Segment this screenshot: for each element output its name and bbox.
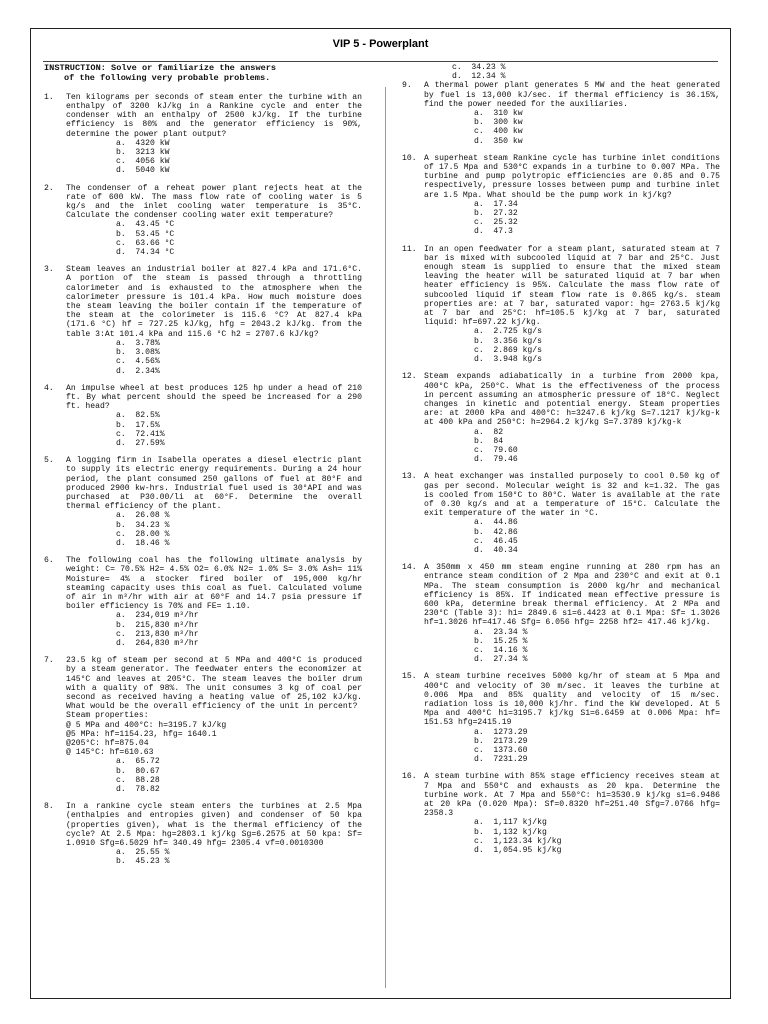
answer-option: d. 27.34 % <box>474 655 528 665</box>
answer-option: b. 42.86 <box>474 527 518 537</box>
answer-option: b. 27.32 <box>474 209 518 219</box>
answer-options <box>116 411 362 448</box>
question-body <box>66 656 362 794</box>
answer-options <box>474 428 720 465</box>
answer-option: a. 3.78% <box>116 338 160 348</box>
question-item <box>402 772 720 855</box>
question-body <box>66 184 362 258</box>
answer-options <box>474 518 720 555</box>
answer-option: d. 18.46 % <box>116 538 170 548</box>
question-number: 11. <box>402 244 417 254</box>
answer-option: a. 23.34 % <box>474 627 528 637</box>
question-number: 2. <box>44 183 54 193</box>
spacer <box>402 146 720 154</box>
question-item <box>44 802 362 866</box>
question-number: 15. <box>402 672 417 682</box>
question-text: In an open feedwater for a steam plant, saturated steam at 7 bar is mixed with subcooled liquid at 7 bar and 25°C. Just enough steam is supplied to ensure that the mixed steam leaving the heater will be saturated liquid at 7 bar when heater efficiency is 95%. Calculate the mass flow rate of subcooled liquid if steam flow rate is 0.865 kg/s. steam properties are: at 7 bar, saturated vapor: hg= 2763.5 kj/kg at 7 bar and 25°C: hf=105.5 kj/kg at 7 bar, saturated liquid: hf=697.22 kj/kg. <box>424 244 720 328</box>
answer-option: d. 40.34 <box>474 545 518 555</box>
question-text: A steam turbine receives 5000 kg/hr of steam at 5 Mpa and 400°C and velocity of 30 m/sec. it leaves the turbine at 0.006 Mpa and 85% quality and velocity of 15 m/sec. radiation loss is 10,000 kj/hr. find the kW developed. At 5 Mpa and 400°C h1=3195.7 kj/kg S1=6.6459 at 0.006 Mpa: hf= 151.53 hfg=2415.19 <box>424 672 720 728</box>
question-item <box>44 384 362 448</box>
question-text: A steam turbine with 85% stage efficiency receives steam at 7 Mpa and 550°C and exhausts as 20 kpa. Determine the turbine work. At 7 Mpa and 550°C: h1=3530.9 kj/kg s1=6.9486 at 20 kPa (0.020 Mpa): Sf=0.8320 hf=251.40 Sfg=7.0766 hfg= 2358.3 <box>424 772 720 819</box>
question-number: 14. <box>402 563 417 573</box>
answer-option: d. 5040 kW <box>116 166 170 176</box>
question-text: A heat exchanger was installed purposely to cool 0.50 kg of gas per second. Molecular weight is 32 and k=1.32. The gas is cooled from 150°C to 80°C. Water is available at the rate of 0.30 kg/s and at a temperature of 15°C. Calculate the exit temperature of the water in °C. <box>424 472 720 519</box>
answer-options <box>474 728 720 765</box>
answer-options <box>116 139 362 176</box>
question-number: 5. <box>44 456 54 466</box>
question-number: 1. <box>44 92 54 102</box>
question-number: 8. <box>44 802 54 812</box>
question-body <box>424 372 720 464</box>
question-number: 10. <box>402 153 417 163</box>
spacer <box>402 237 720 245</box>
question-item <box>44 184 362 258</box>
answer-option: a. 1,117 kj/kg <box>474 818 547 828</box>
question-body <box>424 672 720 764</box>
spacer <box>44 376 362 384</box>
answer-option: d. 1,054.95 kj/kg <box>474 846 562 856</box>
question-text: A thermal power plant generates 5 MW and the heat generated by fuel is 13,000 kJ/sec. if thermal efficiency is 36.15%, find the power needed for the auxiliaries. <box>424 81 720 109</box>
answer-options <box>474 200 720 237</box>
question-item <box>44 656 362 794</box>
answer-option: c. 79.60 <box>474 445 518 455</box>
question-body <box>66 265 362 375</box>
left-column <box>44 63 362 867</box>
question-text: A 350mm x 450 mm steam engine running at 280 rpm has an entrance steam condition of 2 Mpa and 230°C and exit at 0.1 MPa. The steam consumption is 2000 kg/hr and mechanical efficiency is 85%. If indicated mean effective pressure is 600 kPa, determine break thermal efficiency. At 2 MPa and 230°C (Table 3): h1= 2849.6 s1=6.4423 at 0.1 Mpa: Sf= 1.3026 hf=1.3026 hf=417.46 Sfg= 6.056 hfg= 2258 hf2= 417.46 kj/kg. <box>424 563 720 628</box>
option: c. 34.23 % <box>452 63 506 72</box>
question-number: 9. <box>402 81 412 91</box>
question-text: 23.5 kg of steam per second at 5 MPa and 400°C is produced by a steam generator. The feedwater enters the economizer at 145°C and leaves at 205°C. The steam leaves the boiler drum with a quality of 98%. The unit consumes 3 kg of coal per second as received having a heating value of 25,102 kJ/kg. What would be the overall efficiency of the unit in percent? Steam properties: @ 5 MPa and 400°C: h=3195.7 kJ/kg @5 MPa: hf=1154.23, hfg= 1640.1 @205°C: hf=875.04 @ 145°C: hf=610.63 <box>66 656 362 758</box>
answer-option: c. 2.869 kg/s <box>474 345 542 355</box>
question-item <box>44 265 362 375</box>
answer-option: c. 1,123.34 kj/kg <box>474 836 562 846</box>
answer-option: d. 74.34 °C <box>116 248 175 258</box>
question-body <box>424 472 720 555</box>
question-number: 6. <box>44 556 54 566</box>
answer-option: a. 44.86 <box>474 518 518 528</box>
question-item <box>402 563 720 664</box>
answer-option: c. 14.16 % <box>474 645 528 655</box>
answer-option: c. 72.41% <box>116 429 165 439</box>
answer-option: d. 2.34% <box>116 366 160 376</box>
answer-option: b. 3213 kW <box>116 148 170 158</box>
answer-option: a. 82 <box>474 427 504 437</box>
answer-options <box>116 611 362 648</box>
answer-option: c. 4.56% <box>116 357 160 367</box>
answer-option: a. 310 kw <box>474 109 523 119</box>
question-body <box>424 154 720 237</box>
answer-option: d. 78.82 <box>116 785 160 795</box>
answer-option: d. 27.59% <box>116 438 165 448</box>
answer-option: d. 264,830 m³/hr <box>116 638 199 648</box>
question-text: The following coal has the following ultimate analysis by weight: C= 70.5% H2= 4.5% O2= 6.0% N2= 1.0% S= 3.0% Ash= 11% Moisture= 4% a stocker fired boiler of 195,000 kg/hr steaming capacity uses this coal as fuel. Calculated volume of air in m³/hr with air at 60°F and 14.7 psia pressure if boiler efficiency is 70% and FE= 1.10. <box>66 556 362 612</box>
answer-option: a. 82.5% <box>116 411 160 421</box>
answer-options <box>116 220 362 257</box>
answer-option: b. 53.45 °C <box>116 229 175 239</box>
spacer <box>44 548 362 556</box>
question-text: A logging firm in Isabella operates a diesel electric plant to supply its electric energy requirements. During a 24 hour period, the plant consumed 250 gallons of fuel at 80°F and produced 2900 kw-hrs. Industrial fuel used is 30°API and was purchased at P30.00/li at 60°F. Determine the overall thermal efficiency of the plant. <box>66 456 362 512</box>
answer-options <box>116 511 362 548</box>
answer-option: b. 34.23 % <box>116 520 170 530</box>
question-item <box>402 81 720 145</box>
answer-option: c. 46.45 <box>474 536 518 546</box>
answer-option: b. 84 <box>474 436 504 446</box>
spacer <box>44 448 362 456</box>
answer-option: a. 43.45 °C <box>116 220 175 230</box>
question-number: 7. <box>44 656 54 666</box>
spacer <box>402 464 720 472</box>
question-item <box>402 472 720 555</box>
instruction-line-2: of the following very probable problems. <box>64 73 271 84</box>
question-body <box>66 556 362 648</box>
answer-option: a. 2.725 kg/s <box>474 327 542 337</box>
column-divider <box>385 87 386 988</box>
question-number: 3. <box>44 265 54 275</box>
answer-option: b. 300 kw <box>474 118 523 128</box>
answer-option: d. 47.3 <box>474 227 513 237</box>
document-page <box>30 28 731 999</box>
instruction <box>44 63 362 84</box>
question-body <box>66 93 362 176</box>
question-body <box>424 563 720 664</box>
answer-option: a. 26.08 % <box>116 511 170 521</box>
question-number: 16. <box>402 772 417 782</box>
answer-option: d. 7231.29 <box>474 755 528 765</box>
question-body <box>424 772 720 855</box>
question-text: The condenser of a reheat power plant rejects heat at the rate of 600 kW. The mass flow rate of cooling water is 5 kg/s and the inlet cooling water temperature is 35°C. Calculate the condenser cooling water exit temperature? <box>66 183 362 221</box>
answer-option: c. 25.32 <box>474 218 518 228</box>
answer-option: c. 63.66 °C <box>116 238 175 248</box>
answer-options <box>474 818 720 855</box>
answer-option: b. 3.356 kg/s <box>474 336 542 346</box>
answer-option: d. 3.948 kg/s <box>474 355 542 365</box>
page-title: VIP 5 - Powerplant <box>332 38 429 50</box>
answer-option: b. 215,830 m³/hr <box>116 620 199 630</box>
spacer <box>44 176 362 184</box>
right-question-list <box>402 81 720 855</box>
answer-option: b. 45.23 % <box>116 857 170 867</box>
question-item <box>402 245 720 365</box>
answer-option: b. 15.25 % <box>474 636 528 646</box>
answer-options <box>116 339 362 376</box>
answer-option: b. 2173.29 <box>474 736 528 746</box>
answer-option: b. 3.08% <box>116 348 160 358</box>
question-number: 4. <box>44 383 54 393</box>
spacer <box>44 794 362 802</box>
answer-option: a. 25.55 % <box>116 848 170 858</box>
title-divider <box>43 61 718 62</box>
question-body <box>66 384 362 448</box>
answer-option: a. 4320 kW <box>116 138 170 148</box>
answer-option: d. 79.46 <box>474 455 518 465</box>
question-item <box>402 372 720 464</box>
spacer <box>402 764 720 772</box>
answer-option: a. 234,019 m³/hr <box>116 611 199 621</box>
spacer <box>402 555 720 563</box>
answer-options <box>474 327 720 364</box>
continued-options <box>452 63 720 81</box>
question-item <box>44 93 362 176</box>
answer-options <box>474 628 720 665</box>
question-text: Ten kilograms per seconds of steam enter the turbine with an enthalpy of 3200 kJ/kg in a Rankine cycle and enter the condenser with an enthalpy of 2500 kJ/kg. If the turbine efficiency is 80% and the generator efficiency is 90%, determine the power plant output? <box>66 92 362 139</box>
question-text: An impulse wheel at best produces 125 hp under a head of 210 ft. By what percent should the speed be increased for a 290 ft. head? <box>66 383 362 412</box>
left-question-list <box>44 93 362 867</box>
answer-options <box>116 757 362 794</box>
question-number: 13. <box>402 472 417 482</box>
question-text: Steam expands adiabatically in a turbine from 2000 kpa, 400°C kPa, 250°C. What is the effectiveness of the process in percent assuming an atmospheric pressure of 18°C. Neglect changes in kinetic and potential energy. Steam properties are: at 2000 kPa and 400°C: h=3247.6 kj/kg S=7.1217 kj/kg-k at 400 kPa and 250°C: h=2964.2 kj/kg S=7.3789 kj/kg-k <box>424 372 720 428</box>
answer-option: c. 400 kw <box>474 127 523 137</box>
answer-option: b. 80.67 <box>116 766 160 776</box>
instruction-line-1: INSTRUCTION: Solve or familiarize the answers <box>44 63 277 73</box>
answer-option: c. 213,830 m³/hr <box>116 629 199 639</box>
question-item <box>402 154 720 237</box>
answer-option: d. 350 kw <box>474 136 523 146</box>
question-body <box>424 81 720 145</box>
question-body <box>66 456 362 548</box>
question-body <box>424 245 720 365</box>
question-text: In a rankine cycle steam enters the turbines at 2.5 Mpa (enthalpies and entropies given) and condenser of 50 kpa (properties given), what is the thermal efficiency of the cycle? At 2.5 Mpa: hg=2803.1 kj/kg Sg=6.2575 at 50 kpa: Sf= 1.0910 Sfg=6.5029 hf= 340.49 hfg= 2305.4 vf=0.0010300 <box>66 802 362 849</box>
answer-option: a. 1273.29 <box>474 727 528 737</box>
option: d. 12.34 % <box>452 72 506 82</box>
question-item <box>44 456 362 548</box>
answer-option: c. 88.28 <box>116 775 160 785</box>
question-number: 12. <box>402 372 417 382</box>
question-item <box>44 556 362 648</box>
answer-options <box>116 848 362 866</box>
spacer <box>44 257 362 265</box>
answer-option: c. 1373.60 <box>474 746 528 756</box>
answer-option: b. 1,132 kj/kg <box>474 827 547 837</box>
answer-option: c. 28.00 % <box>116 529 170 539</box>
question-text: A superheat steam Rankine cycle has turbine inlet conditions of 17.5 Mpa and 530°C expands in a turbine to 0.007 MPa. The turbine and pump polytropic efficiencies are 0.85 and 0.75 respectively, pressure losses between pump and turbine inlet are 1.5 Mpa. What should be the pump work in kj/kg? <box>424 153 720 200</box>
answer-option: b. 17.5% <box>116 420 160 430</box>
question-text: Steam leaves an industrial boiler at 827.4 kPa and 171.6°C. A portion of the steam is passed through a throttling calorimeter and is exhausted to the atmosphere when the calorimeter pressure is 101.4 kPa. How much moisture does the steam leaving the boiler contain if the temperature of the steam at the colorimeter is 115.6 °C? At 827.4 kPa (171.6 °C) hf = 727.25 kJ/kg, hfg = 2043.2 kJ/kg. from the table 3:At 101.4 kPa and 115.6 °C h2 = 2707.6 kJ/kg? <box>66 265 362 339</box>
spacer <box>402 664 720 672</box>
answer-option: c. 4056 kW <box>116 157 170 167</box>
answer-options <box>474 109 720 146</box>
right-column <box>402 63 720 855</box>
spacer <box>44 648 362 656</box>
answer-option: a. 17.34 <box>474 199 518 209</box>
question-body <box>66 802 362 866</box>
answer-option: a. 65.72 <box>116 757 160 767</box>
spacer <box>402 364 720 372</box>
question-item <box>402 672 720 764</box>
